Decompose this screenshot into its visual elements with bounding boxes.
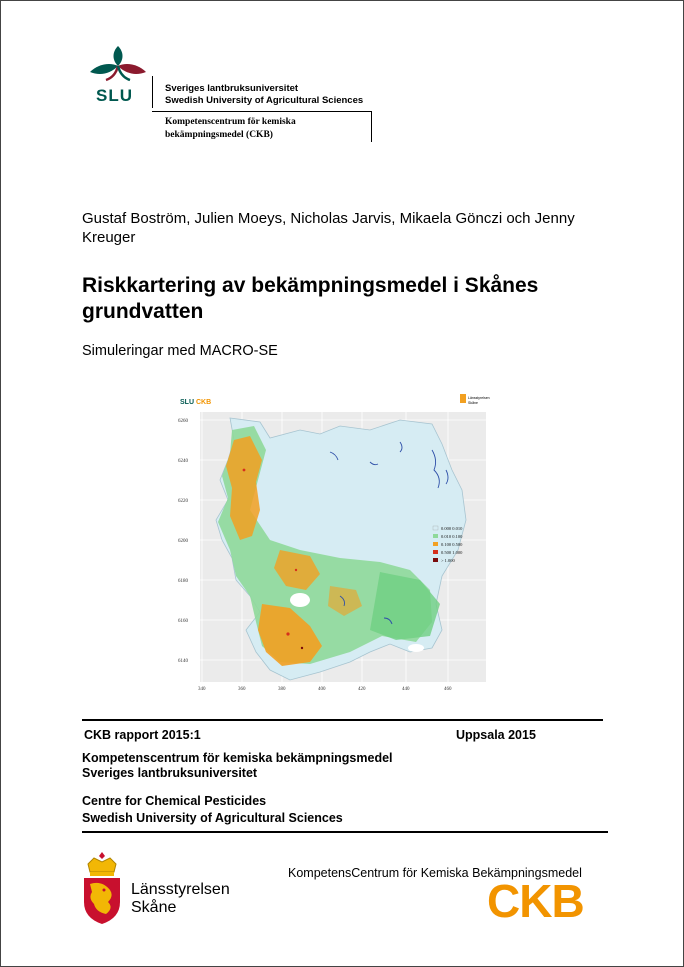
legend-swatch: [433, 526, 438, 530]
map-slu-label: SLU: [180, 399, 194, 406]
publisher-en-line-1: Centre for Chemical Pesticides: [82, 794, 267, 808]
publisher-en: [82, 793, 343, 827]
divider: [82, 831, 608, 833]
y-tick: 6200: [178, 539, 188, 544]
y-tick: 6180: [178, 579, 188, 584]
legend-label: 0.500 1.000: [441, 550, 463, 555]
legend-swatch: [433, 550, 438, 554]
map-ckb-label: CKB: [196, 399, 212, 406]
report-title: Riskkartering av bekämpningsmedel i Skånes grundvatten: [82, 274, 539, 323]
publisher-sv-line-1: Kompetenscentrum för kemiska bekämpningsmedel: [82, 751, 393, 765]
map-lst-label-2: Skåne: [468, 401, 478, 405]
risk-map: [170, 390, 490, 692]
map-crest-icon: [460, 394, 466, 403]
center-name: [165, 116, 365, 142]
center-name-line-2: bekämpningsmedel (CKB): [165, 130, 273, 140]
ckb-full-name: KompetensCentrum för Kemiska Bekämpningsmedel: [288, 866, 582, 880]
university-name-sv: Sveriges lantbruksuniversitet: [165, 83, 299, 94]
slu-wordmark: SLU: [96, 86, 133, 105]
lansstyrelsen-line-1: Länsstyrelsen: [131, 881, 230, 898]
report-subtitle: Simuleringar med MACRO-SE: [82, 343, 278, 359]
x-tick: 380: [278, 687, 286, 692]
legend-swatch: [433, 534, 438, 538]
y-tick: 6140: [178, 659, 188, 664]
divider: [152, 76, 153, 108]
publisher-en-line-2: Swedish University of Agricultural Sciences: [82, 811, 343, 825]
report-place-year: Uppsala 2015: [456, 728, 536, 742]
center-name-line-1: Kompetenscentrum för kemiska: [165, 117, 296, 127]
legend-label: 0.010 0.100: [441, 534, 463, 539]
legend-label: 0.000 0.010: [441, 526, 463, 531]
legend-label: > 1.000: [441, 558, 455, 563]
divider: [371, 111, 372, 142]
legend-label: 0.100 0.500: [441, 542, 463, 547]
legend-swatch: [433, 558, 438, 562]
map-lst-label-1: Länsstyrelsen: [468, 396, 490, 400]
authors: Gustaf Boström, Julien Moeys, Nicholas Jarvis, Mikaela Gönczi och Jenny Kreuger: [82, 210, 575, 246]
ckb-logo: CKB: [487, 875, 584, 927]
x-tick: 360: [238, 687, 246, 692]
y-tick: 6240: [178, 459, 188, 464]
x-tick: 400: [318, 687, 326, 692]
lansstyrelsen-crest-icon: [80, 850, 124, 926]
y-tick: 6220: [178, 499, 188, 504]
y-tick: 6260: [178, 419, 188, 424]
y-tick: 6160: [178, 619, 188, 624]
divider: [82, 719, 603, 721]
publisher-sv-line-2: Sveriges lantbruksuniversitet: [82, 766, 258, 780]
legend-swatch: [433, 542, 438, 546]
lansstyrelsen-line-2: Skåne: [131, 899, 177, 916]
x-tick: 440: [402, 687, 410, 692]
x-tick: 460: [444, 687, 452, 692]
divider: [152, 111, 372, 112]
x-tick: 420: [358, 687, 366, 692]
report-id: CKB rapport 2015:1: [84, 728, 201, 742]
publisher-sv: [82, 751, 393, 781]
lansstyrelsen-name: [131, 881, 230, 917]
x-tick: 340: [198, 687, 206, 692]
university-name-en: Swedish University of Agricultural Sciences: [165, 95, 364, 106]
